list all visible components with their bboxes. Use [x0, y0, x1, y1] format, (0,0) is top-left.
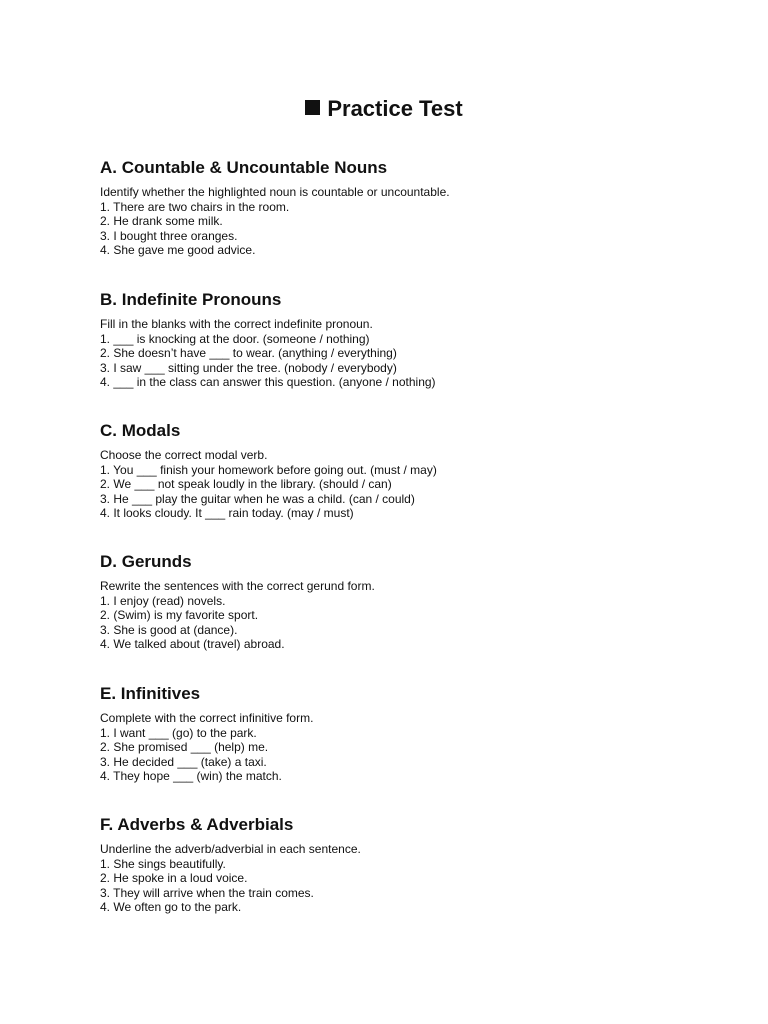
exercise-item: 4. We talked about (travel) abroad. [100, 637, 285, 652]
section-heading: D. Gerunds [100, 552, 192, 571]
exercise-item: 2. We ___ not speak loudly in the library. (should / can) [100, 477, 392, 492]
section-instruction: Complete with the correct infinitive form. [100, 711, 314, 725]
exercise-item: 4. ___ in the class can answer this question. (anyone / nothing) [100, 375, 436, 390]
section-heading: F. Adverbs & Adverbials [100, 815, 294, 834]
exercise-item: 4. They hope ___ (win) the match. [100, 769, 282, 784]
black-square-icon [305, 100, 320, 115]
section-instruction: Fill in the blanks with the correct indefinite pronoun. [100, 317, 373, 331]
exercise-item: 3. He ___ play the guitar when he was a child. (can / could) [100, 491, 415, 506]
exercise-item: 2. He spoke in a loud voice. [100, 871, 248, 886]
section-instruction: Choose the correct modal verb. [100, 448, 268, 462]
exercise-item: 1. There are two chairs in the room. [100, 199, 290, 214]
exercise-item: 4. She gave me good advice. [100, 243, 256, 258]
section-indefinite-pronouns [100, 289, 720, 390]
section-infinitives [100, 683, 720, 784]
exercise-item: 4. We often go to the park. [100, 900, 242, 915]
section-heading: A. Countable & Uncountable Nouns [100, 158, 388, 177]
section-instruction: Rewrite the sentences with the correct gerund form. [100, 579, 375, 593]
exercise-item: 1. I enjoy (read) novels. [100, 593, 226, 608]
exercise-item: 3. He decided ___ (take) a taxi. [100, 754, 267, 769]
exercise-item: 2. He drank some milk. [100, 214, 223, 229]
exercise-item: 1. You ___ finish your homework before going out. (must / may) [100, 462, 437, 477]
exercise-item: 3. They will arrive when the train comes. [100, 885, 314, 900]
section-heading: E. Infinitives [100, 684, 201, 703]
section-instruction: Identify whether the highlighted noun is countable or uncountable. [100, 185, 450, 199]
section-adverbs-adverbials [100, 814, 720, 915]
exercise-item: 2. (Swim) is my favorite sport. [100, 608, 259, 623]
section-heading: C. Modals [100, 421, 181, 440]
exercise-item: 3. I saw ___ sitting under the tree. (nobody / everybody) [100, 360, 397, 375]
section-heading: B. Indefinite Pronouns [100, 290, 282, 309]
exercise-item: 1. I want ___ (go) to the park. [100, 725, 257, 740]
exercise-item: 2. She promised ___ (help) me. [100, 740, 269, 755]
section-instruction: Underline the adverb/adverbial in each sentence. [100, 842, 361, 856]
exercise-item: 4. It looks cloudy. It ___ rain today. (may / must) [100, 506, 354, 521]
page-title [0, 95, 768, 123]
exercise-item: 3. She is good at (dance). [100, 622, 238, 637]
page-title-text: Practice Test [327, 96, 463, 121]
exercise-item: 1. ___ is knocking at the door. (someone / nothing) [100, 331, 370, 346]
exercise-item: 1. She sings beautifully. [100, 856, 226, 871]
exercise-item: 2. She doesn’t have ___ to wear. (anything / everything) [100, 346, 397, 361]
exercise-item: 3. I bought three oranges. [100, 228, 238, 243]
section-countable-uncountable-nouns [100, 157, 720, 258]
section-modals [100, 420, 720, 521]
section-gerunds [100, 551, 720, 652]
